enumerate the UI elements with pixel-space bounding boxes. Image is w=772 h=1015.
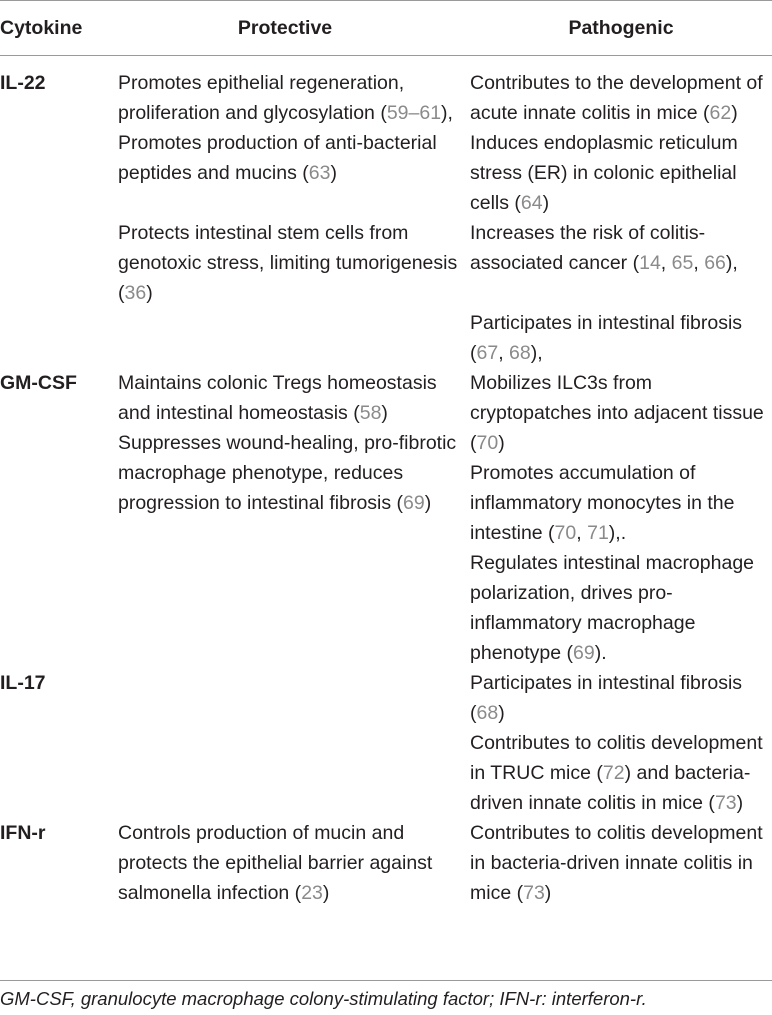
table-row [0,368,772,668]
pathogenic-entry: Participates in intestinal fibrosis (68) [470,672,743,724]
pathogenic-entry: Regulates intestinal macrophage polarization, drives pro-inflammatory macrophage phenotype (69). [470,552,755,664]
reference-link[interactable]: 73 [523,882,545,904]
reference-link[interactable]: 68 [476,702,499,724]
reference-link[interactable]: 62 [709,102,732,124]
pathogenic-entry: Promotes accumulation of inflammatory monocytes in the intestine (70, 71),. [470,462,735,544]
cytokine-name: IL-22 [0,72,46,94]
reference-link[interactable]: 63 [308,162,331,184]
header-cytokine: Cytokine [0,17,83,39]
reference-link[interactable]: 69 [403,492,425,514]
reference-link[interactable]: 69 [573,642,595,664]
top-rule [0,0,772,1]
table-body [0,68,772,908]
cytokine-name: IL-17 [0,672,46,694]
reference-link[interactable]: 14 [639,252,661,274]
reference-link[interactable]: 65 [671,252,694,274]
reference-link[interactable]: 58 [359,402,382,424]
reference-link[interactable]: 73 [714,792,737,814]
pathogenic-entry: Mobilizes ILC3s from cryptopatches into adjacent tissue (70) [470,372,764,454]
table-header [0,13,772,43]
protective-cell [118,818,470,908]
reference-link[interactable]: 70 [476,432,499,454]
reference-link[interactable]: 67 [476,342,499,364]
pathogenic-entry: Induces endoplasmic reticulum stress (ER) in colonic epithelial cells (64) [470,132,738,214]
pathogenic-entry: Contributes to the development of acute innate colitis in mice (62) [470,72,763,124]
bottom-rule [0,980,772,981]
pathogenic-cell [470,68,772,368]
table-row [0,668,772,818]
protective-entry: Controls production of mucin and protects the epithelial barrier against salmonella infection (23) [118,822,433,904]
cytokine-name: GM-CSF [0,372,77,394]
reference-link[interactable]: 36 [124,282,147,304]
reference-link[interactable]: 72 [602,762,625,784]
protective-entry: Maintains colonic Tregs homeostasis and intestinal homeostasis (58) [118,372,437,424]
pathogenic-entry: Participates in intestinal fibrosis (67, 68), [470,312,743,364]
table-row [0,68,772,368]
reference-link[interactable]: 68 [509,342,531,364]
pathogenic-entry: Increases the risk of colitis-associated cancer (14, 65, 66), [470,222,738,274]
reference-link[interactable]: 70 [554,522,577,544]
pathogenic-entry: Contributes to colitis development in bacteria-driven innate colitis in mice (73) [470,822,763,904]
protective-entry: Promotes epithelial regeneration, proliferation and glycosylation (59–61), [118,72,453,124]
protective-entry: Protects intestinal stem cells from genotoxic stress, limiting tumorigenesis (36) [118,222,458,304]
pathogenic-cell [470,668,772,818]
spacer [118,188,460,218]
table-footnote: GM-CSF, granulocyte macrophage colony-stimulating factor; IFN-r: interferon-r. [0,988,647,1009]
reference-link[interactable]: 66 [704,252,726,274]
spacer [470,278,772,308]
header-protective: Protective [237,17,333,39]
pathogenic-entry: Contributes to colitis development in TRUC mice (72) and bacteria-driven innate colitis in mice (73) [470,732,763,814]
reference-link[interactable]: 64 [520,192,543,214]
protective-cell [118,68,470,308]
reference-link[interactable]: 59–61 [386,102,442,124]
reference-link[interactable]: 23 [301,882,323,904]
cytokine-name: IFN-r [0,822,46,844]
reference-link[interactable]: 71 [587,522,609,544]
protective-entry: Promotes production of anti-bacterial peptides and mucins (63) [118,132,437,184]
header-pathogenic: Pathogenic [568,17,674,39]
pathogenic-cell [470,818,772,908]
pathogenic-cell [470,368,772,668]
protective-entry: Suppresses wound-healing, pro-fibrotic macrophage phenotype, reduces progression to intestinal fibrosis (69) [118,432,457,514]
table-row [0,818,772,908]
protective-cell [118,368,470,518]
header-rule [0,55,772,56]
